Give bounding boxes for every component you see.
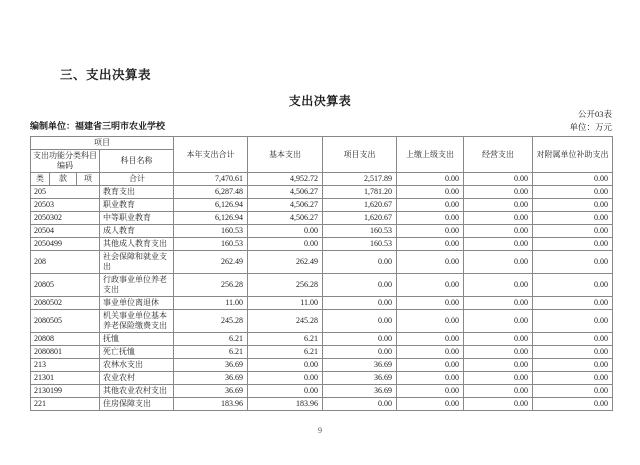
row-subject-name: 农林水支出 <box>100 359 174 372</box>
header-row-project <box>31 137 613 150</box>
row-code: 2080502 <box>31 297 100 310</box>
table-title: 支出决算表 <box>288 94 352 108</box>
row-code: 2050302 <box>31 212 100 225</box>
row-value-2: 0.00 <box>323 274 397 297</box>
row-subject-name: 中等职业教育 <box>100 212 174 225</box>
row-value-2: 0.00 <box>323 297 397 310</box>
table-row <box>31 346 613 359</box>
row-value-1: 0.00 <box>248 372 323 385</box>
row-code: 2080801 <box>31 346 100 359</box>
row-value-1: 0.00 <box>248 238 323 251</box>
table-header <box>31 137 613 173</box>
header-total-expenditure: 本年支出合计 <box>174 137 248 173</box>
row-value-0: 36.69 <box>174 385 248 398</box>
row-value-2: 36.69 <box>323 385 397 398</box>
row-code: 213 <box>31 359 100 372</box>
row-value-3: 0.00 <box>397 225 464 238</box>
row-value-5: 0.00 <box>533 225 613 238</box>
row-value-0: 183.96 <box>174 398 248 411</box>
row-value-0: 36.69 <box>174 372 248 385</box>
row-value-3: 0.00 <box>397 310 464 333</box>
row-value-2: 160.53 <box>323 225 397 238</box>
row-code: 2080505 <box>31 310 100 333</box>
row-value-5: 0.00 <box>533 238 613 251</box>
header-function-code: 支出功能分类科目编码 <box>31 150 100 173</box>
row-subject-name: 成人教育 <box>100 225 174 238</box>
row-value-3: 0.00 <box>397 212 464 225</box>
row-value-0: 6,126.94 <box>174 199 248 212</box>
total-row <box>31 173 613 186</box>
row-code: 2130199 <box>31 385 100 398</box>
row-code: 221 <box>31 398 100 411</box>
row-value-4: 0.00 <box>464 398 533 411</box>
row-value-5: 0.00 <box>533 346 613 359</box>
table-row <box>31 385 613 398</box>
table-body <box>31 173 613 411</box>
row-value-0: 262.49 <box>174 251 248 274</box>
row-value-5: 0.00 <box>533 297 613 310</box>
row-value-1: 6.21 <box>248 333 323 346</box>
header-project-expenditure: 项目支出 <box>323 137 397 173</box>
row-code: 20808 <box>31 333 100 346</box>
row-subject-name: 农业农村 <box>100 372 174 385</box>
unit-label: 单位：万元 <box>569 122 612 132</box>
row-value-1: 256.28 <box>248 274 323 297</box>
row-value-3: 0.00 <box>397 346 464 359</box>
row-value-4: 0.00 <box>464 212 533 225</box>
row-value-4: 0.00 <box>464 199 533 212</box>
row-subject-name: 行政事业单位养老支出 <box>100 274 174 297</box>
table-row <box>31 199 613 212</box>
row-value-0: 6,126.94 <box>174 212 248 225</box>
row-value-0: 6.21 <box>174 346 248 359</box>
code-level-1: 款 <box>50 173 77 186</box>
row-value-2: 1,620.67 <box>323 199 397 212</box>
row-value-2: 36.69 <box>323 372 397 385</box>
total-value-0: 7,470.61 <box>174 173 248 186</box>
row-subject-name: 教育支出 <box>100 186 174 199</box>
row-value-2: 0.00 <box>323 333 397 346</box>
row-value-3: 0.00 <box>397 199 464 212</box>
header-upturned-expenditure: 上缴上级支出 <box>397 137 464 173</box>
total-value-1: 4,952.72 <box>248 173 323 186</box>
row-value-1: 4,506.27 <box>248 212 323 225</box>
row-value-5: 0.00 <box>533 212 613 225</box>
table-row <box>31 225 613 238</box>
row-value-0: 6,287.48 <box>174 186 248 199</box>
row-value-2: 36.69 <box>323 359 397 372</box>
row-value-3: 0.00 <box>397 372 464 385</box>
total-value-3: 0.00 <box>397 173 464 186</box>
row-value-5: 0.00 <box>533 199 613 212</box>
total-label: 合计 <box>100 173 174 186</box>
public-table-label: 公开03表 <box>577 109 612 119</box>
row-value-5: 0.00 <box>533 310 613 333</box>
row-value-1: 183.96 <box>248 398 323 411</box>
table-row <box>31 212 613 225</box>
row-code: 205 <box>31 186 100 199</box>
table-row <box>31 238 613 251</box>
row-value-1: 0.00 <box>248 385 323 398</box>
row-value-1: 11.00 <box>248 297 323 310</box>
row-value-5: 0.00 <box>533 186 613 199</box>
row-value-2: 1,620.67 <box>323 212 397 225</box>
header-basic-expenditure: 基本支出 <box>248 137 323 173</box>
row-code: 2050499 <box>31 238 100 251</box>
table-row <box>31 372 613 385</box>
table-row <box>31 186 613 199</box>
row-value-4: 0.00 <box>464 274 533 297</box>
row-subject-name: 机关事业单位基本养老保险缴费支出 <box>100 310 174 333</box>
row-value-2: 0.00 <box>323 346 397 359</box>
row-value-4: 0.00 <box>464 238 533 251</box>
row-value-5: 0.00 <box>533 372 613 385</box>
table-row <box>31 274 613 297</box>
row-value-5: 0.00 <box>533 398 613 411</box>
row-value-1: 245.28 <box>248 310 323 333</box>
row-value-2: 0.00 <box>323 398 397 411</box>
total-value-2: 2,517.89 <box>323 173 397 186</box>
row-value-1: 4,506.27 <box>248 186 323 199</box>
table-row <box>31 333 613 346</box>
row-subject-name: 其他农业农村支出 <box>100 385 174 398</box>
row-value-3: 0.00 <box>397 186 464 199</box>
row-code: 20503 <box>31 199 100 212</box>
header-subject-name: 科目名称 <box>100 150 174 173</box>
row-code: 21301 <box>31 372 100 385</box>
row-value-0: 256.28 <box>174 274 248 297</box>
row-value-5: 0.00 <box>533 385 613 398</box>
table-row <box>31 359 613 372</box>
row-subject-name: 抚恤 <box>100 333 174 346</box>
row-value-4: 0.00 <box>464 346 533 359</box>
row-value-2: 0.00 <box>323 310 397 333</box>
row-subject-name: 社会保障和就业支出 <box>100 251 174 274</box>
page-number: 9 <box>318 426 322 435</box>
row-value-1: 0.00 <box>248 359 323 372</box>
table-row <box>31 310 613 333</box>
row-value-3: 0.00 <box>397 333 464 346</box>
row-value-4: 0.00 <box>464 251 533 274</box>
row-value-3: 0.00 <box>397 398 464 411</box>
table-row <box>31 398 613 411</box>
row-value-5: 0.00 <box>533 251 613 274</box>
header-subsidy-expenditure: 对附属单位补助支出 <box>533 137 613 173</box>
section-title: 三、支出决算表 <box>60 68 152 82</box>
row-value-0: 11.00 <box>174 297 248 310</box>
expenditure-table <box>30 136 613 411</box>
row-subject-name: 死亡抚恤 <box>100 346 174 359</box>
row-value-0: 160.53 <box>174 238 248 251</box>
row-code: 208 <box>31 251 100 274</box>
header-operating-expenditure: 经营支出 <box>464 137 533 173</box>
row-value-2: 160.53 <box>323 238 397 251</box>
row-value-5: 0.00 <box>533 274 613 297</box>
row-subject-name: 事业单位离退休 <box>100 297 174 310</box>
row-value-2: 0.00 <box>323 251 397 274</box>
code-level-0: 类 <box>31 173 50 186</box>
row-value-0: 6.21 <box>174 333 248 346</box>
row-value-3: 0.00 <box>397 238 464 251</box>
row-value-4: 0.00 <box>464 385 533 398</box>
table-row <box>31 297 613 310</box>
row-value-5: 0.00 <box>533 359 613 372</box>
row-value-4: 0.00 <box>464 225 533 238</box>
row-subject-name: 职业教育 <box>100 199 174 212</box>
total-value-5: 0.00 <box>533 173 613 186</box>
row-value-1: 262.49 <box>248 251 323 274</box>
row-value-3: 0.00 <box>397 359 464 372</box>
header-project: 项目 <box>31 137 174 150</box>
row-value-3: 0.00 <box>397 385 464 398</box>
row-value-5: 0.00 <box>533 333 613 346</box>
total-value-4: 0.00 <box>464 173 533 186</box>
row-code: 20805 <box>31 274 100 297</box>
row-value-4: 0.00 <box>464 310 533 333</box>
row-code: 20504 <box>31 225 100 238</box>
row-value-4: 0.00 <box>464 297 533 310</box>
row-value-3: 0.00 <box>397 297 464 310</box>
row-subject-name: 其他成人教育支出 <box>100 238 174 251</box>
row-subject-name: 住房保障支出 <box>100 398 174 411</box>
code-level-2: 项 <box>77 173 100 186</box>
row-value-1: 0.00 <box>248 225 323 238</box>
row-value-4: 0.00 <box>464 186 533 199</box>
row-value-1: 4,506.27 <box>248 199 323 212</box>
row-value-3: 0.00 <box>397 251 464 274</box>
row-value-3: 0.00 <box>397 274 464 297</box>
row-value-0: 245.28 <box>174 310 248 333</box>
row-value-0: 36.69 <box>174 359 248 372</box>
row-value-0: 160.53 <box>174 225 248 238</box>
row-value-4: 0.00 <box>464 359 533 372</box>
table-row <box>31 251 613 274</box>
row-value-4: 0.00 <box>464 372 533 385</box>
prepared-by-label: 编制单位：福建省三明市农业学校 <box>30 121 166 131</box>
row-value-2: 1,781.20 <box>323 186 397 199</box>
row-value-4: 0.00 <box>464 333 533 346</box>
row-value-1: 6.21 <box>248 346 323 359</box>
